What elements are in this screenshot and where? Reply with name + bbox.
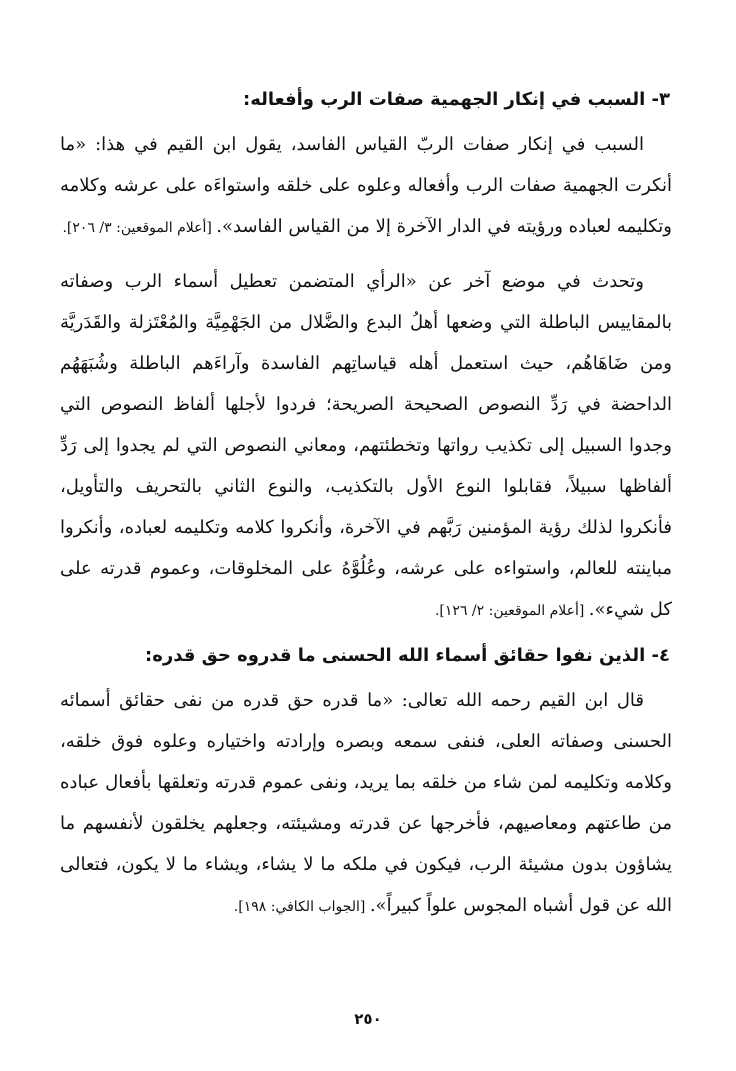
page-number: ٢٥٠ <box>354 1010 382 1028</box>
page-body <box>60 80 672 928</box>
paragraph-text: السبب في إنكار صفات الربّ القياس الفاسد، يقول ابن القيم في هذا: «ما أنكرت الجهمية صفات الرب وأفعاله وعلوه على خلقه واستواءَه على عرشه وكلامه وتكليمه لعباده ورؤيته في الدار الآخرة إلا من القياس الفاسد». <box>60 134 672 237</box>
section-4-heading: ٤- الذين نفوا حقائق أسماء الله الحسنى ما قدروه حق قدره: <box>145 645 670 666</box>
section-3-paragraph-2 <box>60 261 672 632</box>
section-3-paragraph-1 <box>60 124 672 249</box>
paragraph-text: قال ابن القيم رحمه الله تعالى: «ما قدره حق قدره من نفى حقائق أسمائه الحسنى وصفاته العلى، فنفى سمعه وبصره وإرادته واختياره وعلوه فوق خلقه، وكلامه وتكليمه لمن شاء من خلقه بما يريد، ونفى عموم قدرته وتعلقها بأفعال عباده من طاعتهم ومعاصيهم، فأخرجها عن قدرته ومشيئته، وجعلهم يخلقون لأنفسهم ما يشاؤون بدون مشيئة الرب، فيكون في ملكه ما لا يشاء، ويشاء ما لا يكون، فتعالى الله عن قول أشباه المجوس علواً كبيراً». <box>60 690 672 916</box>
paragraph-text: وتحدث في موضع آخر عن «الرأي المتضمن تعطيل أسماء الرب وصفاته بالمقاييس الباطلة التي وضعها أهلُ البدع والضَّلال من الجَهْمِيَّة والمُعْتَزلة والقَدَريَّة ومن ضَاهَاهُم، حيث استعمل أهله قياساتِهم الفاسدة وآراءَهم الباطلة وشُبَهَهُم الداحضة في رَدِّ النصوص الصحيحة الصريحة؛ فردوا لأجلها ألفاظ النصوص التي وجدوا السبيل إلى تكذيب رواتها وتخطئتهم، ومعاني النصوص التي لم يجدوا إلى رَدِّ ألفاظها سبيلاً، فقابلوا النوع الأول بالتكذيب، والنوع الثاني بالتحريف والتأويل، فأنكروا لذلك رؤية المؤمنين رَبَّهم في الآخرة، وأنكروا كلامه وتكليمه لعباده، وأنكروا مباينته للعالم، واستواءه على عرشه، وعُلُوَّهُ على المخلوقات، وعموم قدرته على كل شيء». <box>60 271 672 620</box>
citation: [أعلام الموقعين: ٢/ ١٢٦]. <box>434 603 589 619</box>
section-3-heading: ٣- السبب في إنكار الجهمية صفات الرب وأفعاله: <box>243 89 670 110</box>
citation: [أعلام الموقعين: ٣/ ٢٠٦]. <box>62 220 217 236</box>
section-4-paragraph-1 <box>60 680 672 928</box>
citation: [الجواب الكافي: ١٩٨]. <box>233 899 370 915</box>
